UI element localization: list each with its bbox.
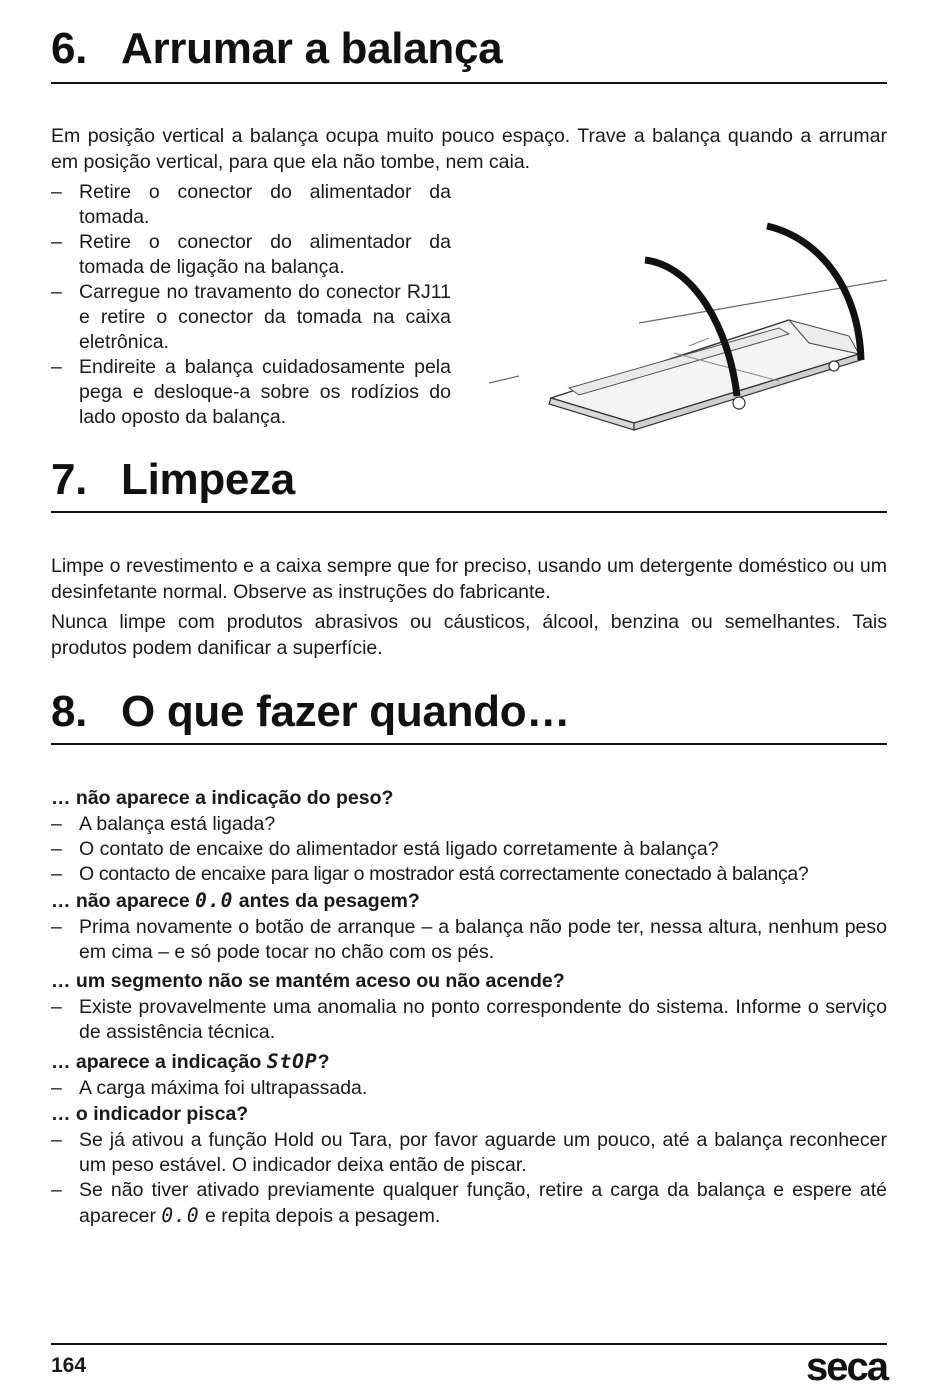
list-item: – A balança está ligada? xyxy=(51,812,887,837)
answer-list xyxy=(51,1076,887,1101)
brand-logo: seca xyxy=(806,1345,887,1389)
storage-steps xyxy=(51,180,451,430)
list-item: – Endireite a balança cuidadosamente pela pega e desloque-a sobre os rodízios do lado oposto da balança. xyxy=(51,355,451,430)
section-title: Limpeza xyxy=(121,455,295,504)
answer-list xyxy=(51,1128,887,1229)
page-number: 164 xyxy=(51,1354,87,1377)
heading-rule xyxy=(51,511,887,513)
list-item: – A carga máxima foi ultrapassada. xyxy=(51,1076,887,1101)
footer-rule xyxy=(51,1343,887,1345)
list-item: – O contato de encaixe do alimentador está ligado corretamente à balança? xyxy=(51,837,887,862)
storage-intro: Em posição vertical a balança ocupa muito pouco espaço. Trave a balança quando a arrumar em posição vertical, para que ela não tombe, nem caia. xyxy=(51,125,887,173)
section-title: Arrumar a balança xyxy=(121,24,503,73)
section-title: O que fazer quando… xyxy=(121,687,570,736)
lcd-display-text: 0.0 xyxy=(161,1204,200,1227)
section-7-heading xyxy=(51,455,887,504)
answer-list xyxy=(51,915,887,965)
question: … aparece a indicação StOP? xyxy=(51,1050,330,1073)
question: … um segmento não se mantém aceso ou não acende? xyxy=(51,970,565,992)
heading-rule xyxy=(51,743,887,745)
section-6-heading xyxy=(51,24,887,73)
section-number: 8. xyxy=(51,687,88,736)
list-item: – Retire o conector do alimentador da tomada de ligação na balança. xyxy=(51,230,451,280)
list-item: – Se não tiver ativado previamente qualquer função, retire a carga da balança e espere até aparecer 0.0 e repita depois a pesagem. xyxy=(51,1178,887,1229)
list-item: – Se já ativou a função Hold ou Tara, por favor aguarde um pouco, até a balança reconhecer um peso estável. O indicador deixa então de piscar. xyxy=(51,1128,887,1178)
lcd-display-text: StOP xyxy=(266,1050,318,1073)
cleaning-paragraph-1: Limpe o revestimento e a caixa sempre que for preciso, usando um detergente doméstico ou um desinfetante normal. Observe as instruções do fabricante. xyxy=(51,555,887,603)
answer-list xyxy=(51,812,887,887)
list-item: – Prima novamente o botão de arranque – a balança não pode ter, nessa altura, nenhum peso em cima – e só pode tocar no chão com os pés. xyxy=(51,915,887,965)
list-item: – O contacto de encaixe para ligar o mostrador está correctamente conectado à balança? xyxy=(51,862,887,887)
section-number: 7. xyxy=(51,455,88,504)
scale-illustration xyxy=(489,218,889,438)
question: … o indicador pisca? xyxy=(51,1103,249,1125)
cleaning-paragraph-2: Nunca limpe com produtos abrasivos ou cáusticos, álcool, benzina ou semelhantes. Tais produtos podem danificar a superfície. xyxy=(51,611,887,659)
answer-list xyxy=(51,995,887,1045)
question: … não aparece a indicação do peso? xyxy=(51,787,394,809)
section-8-heading xyxy=(51,687,887,736)
list-item: – Carregue no travamento do conector RJ11 e retire o conector da tomada na caixa eletrônica. xyxy=(51,280,451,355)
list-item: – Retire o conector do alimentador da tomada. xyxy=(51,180,451,230)
troubleshooting xyxy=(51,785,887,1229)
heading-rule xyxy=(51,82,887,84)
lcd-display-text: 0.0 xyxy=(195,889,234,912)
question: … não aparece 0.0 antes da pesagem? xyxy=(51,889,420,912)
section-number: 6. xyxy=(51,24,88,73)
list-item: – Existe provavelmente uma anomalia no ponto correspondente do sistema. Informe o serviço de assistência técnica. xyxy=(51,995,887,1045)
